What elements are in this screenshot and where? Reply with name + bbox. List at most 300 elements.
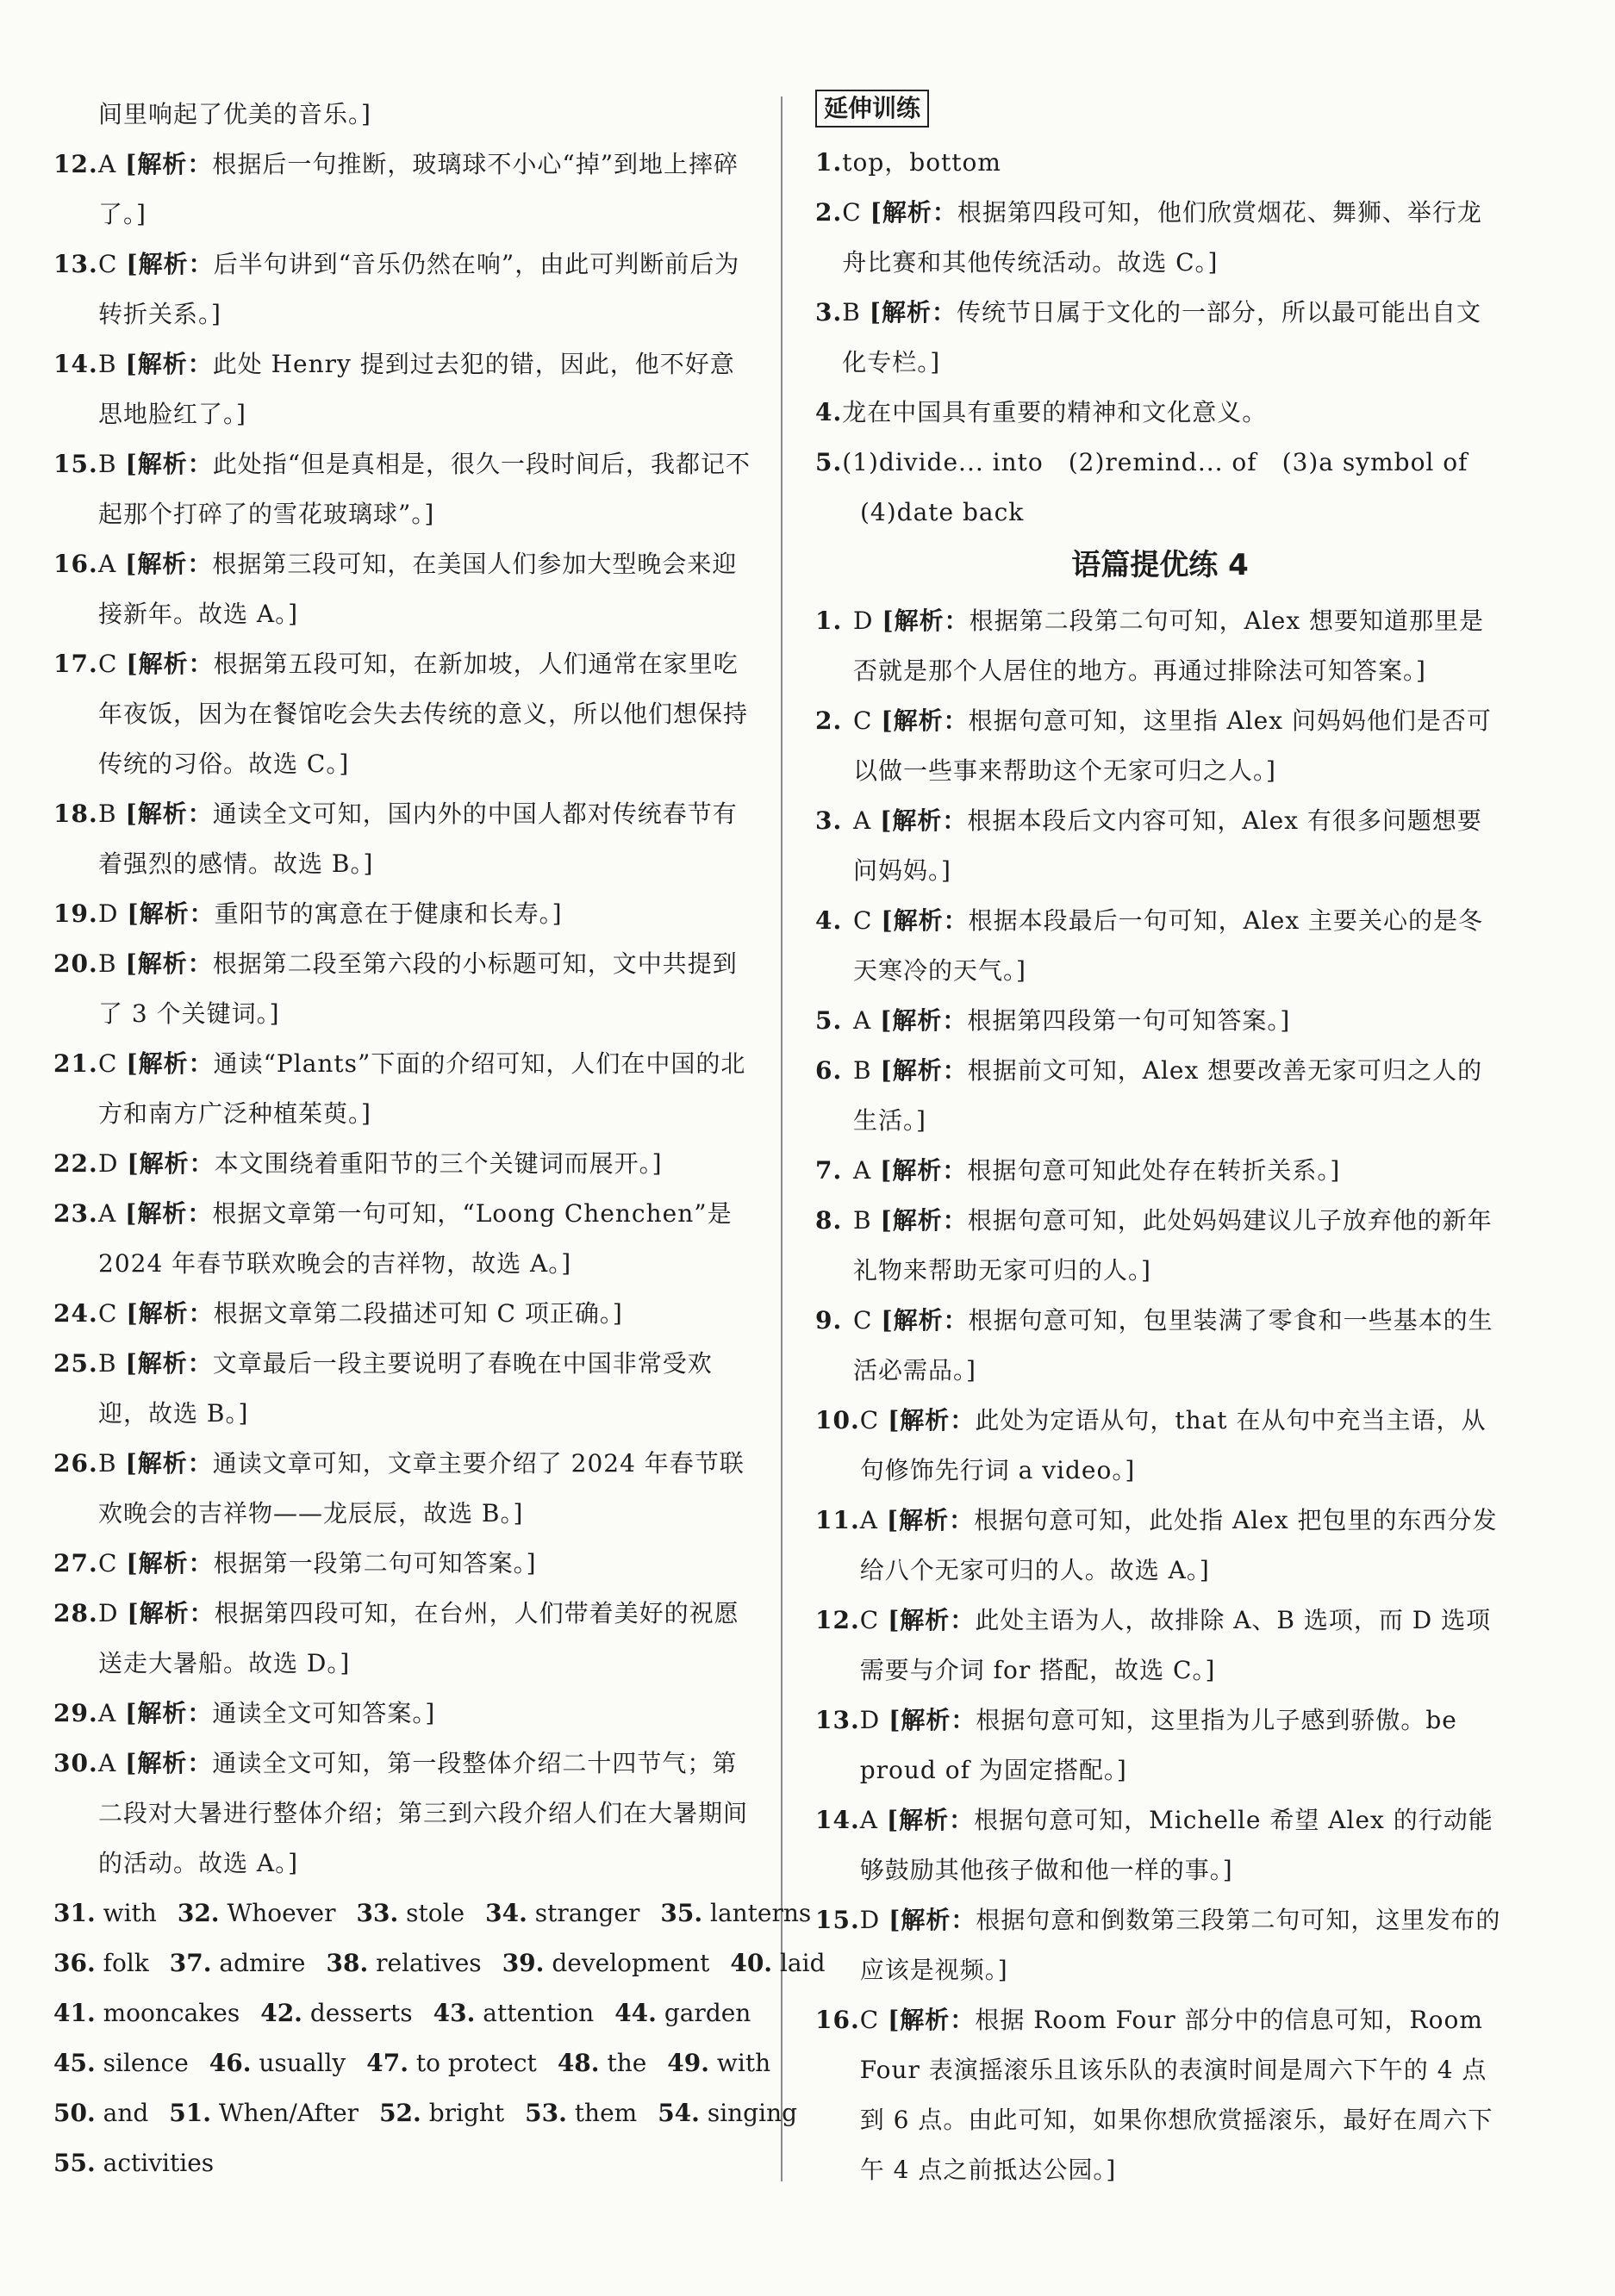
spacer [302,1999,310,2027]
spacer [116,150,125,178]
answer-item [53,1739,758,1888]
analysis-text: 此处主语为人，故排除 A、B 选项，而 D 选项需要与介词 for 搭配，故选 C。] [859,1606,1492,1684]
answer-item [53,140,758,240]
fill-answer [730,1938,825,1988]
item-answer-letter: B [98,350,117,378]
spacer [96,1949,103,1977]
spacer [116,1699,125,1727]
spacer [117,800,126,828]
analysis-tag: [解析： [870,198,957,227]
analysis-text: 根据第三段可知，在美国人们参加大型晚会来迎接新年。故选 A。] [98,550,738,628]
item-answer-letter: A [859,1806,878,1834]
spacer [117,949,126,978]
item-answer-letter: B [853,1206,872,1235]
answer-item [815,1895,1505,1995]
item-text [98,1689,758,1739]
spacer [871,1006,880,1035]
item-text [860,1696,1505,1795]
item-answer-letter: A [853,1156,872,1185]
item-number: 26. [53,1449,98,1478]
analysis-text: 根据第二段至第六段的小标题可知，文中共提到了 3 个关键词。] [98,949,738,1028]
analysis-tag: [解析： [881,706,969,735]
analysis-tag: [解析： [125,1349,213,1378]
analysis-tag: [解析： [888,2006,976,2034]
item-answer-letter: B [853,1056,872,1085]
answer-item [815,596,1505,696]
fill-answer [53,1888,157,1938]
fill-answer-row [53,2088,798,2138]
item-answer-letter: C [98,650,118,678]
spacer [116,550,125,578]
fill-word: garden [664,1999,751,2027]
fill-answer [326,1938,481,1988]
answer-list-right [815,596,1505,2195]
fill-answer [658,2088,797,2138]
fill-answer [366,2038,537,2088]
analysis-text: 根据句意可知，Michelle 希望 Alex 的行动能够鼓励其他孩子做和他一样的事。] [859,1806,1493,1884]
analysis-text: 根据句意可知此处存在转折关系。] [967,1156,1341,1185]
item-number: 19. [53,899,98,928]
spacer [873,607,882,635]
item-number: 27. [53,1549,98,1577]
spacer [880,1906,889,1934]
answer-item [815,1596,1505,1696]
fill-word: them [574,2099,638,2127]
spacer [96,1899,103,1927]
analysis-tag: [解析： [126,250,214,278]
spacer [700,2099,708,2127]
item-text [853,1196,1505,1296]
fill-word: laid [779,1949,826,1977]
item-answer-letter: C [859,1406,880,1434]
answer-item [53,1139,758,1189]
analysis-tag: [解析： [125,1199,213,1228]
spacer [872,1306,881,1335]
answer-item [815,288,1505,388]
analysis-tag: [解析： [125,450,213,478]
section-title: 语篇提优练 4 [1071,548,1249,582]
answer-item [53,1339,758,1439]
item-text [98,140,758,240]
analysis-text: 传统节日属于文化的一部分，所以最可能出自文化专栏。] [842,298,1481,376]
item-answer-plain: (1)divide... into (2)remind... of (3)a symbol of [842,448,1468,476]
fill-number: 53. [525,2099,567,2127]
item-number: 16. [53,550,98,578]
fill-number: 44. [614,1999,657,2027]
item-answer-letter: A [853,1006,872,1035]
spacer [117,1549,126,1577]
item-number: 5. [815,1006,843,1035]
item-number: 14. [815,1806,860,1834]
item-text [853,696,1505,796]
item-number: 8. [815,1206,843,1235]
answer-item [815,1146,1505,1196]
answer-item [815,388,1505,438]
item-text [842,388,1505,438]
fill-answer [53,2088,148,2138]
fill-number: 39. [502,1949,545,1977]
analysis-text: 通读全文可知，国内外的中国人都对传统春节有着强烈的感情。故选 B。] [98,800,738,878]
answer-item [53,939,758,1039]
item-number: 5. [815,448,843,476]
analysis-tag: [解析： [125,150,213,178]
fill-answer-row [53,1888,812,1938]
fill-answer [260,1988,412,2038]
answer-item [53,889,758,939]
item-text [853,996,1505,1046]
fill-number: 49. [667,2049,710,2077]
analysis-tag: [解析： [127,1599,215,1627]
answer-item [815,1496,1505,1596]
analysis-text: 通读全文可知，第一段整体介绍二十四节气；第二段对大暑进行整体介绍；第三到六段介绍人们在大暑期间的活动。故选 A。] [98,1749,749,1877]
item-number: 18. [53,800,98,828]
item-text [98,1039,758,1139]
analysis-text: 本文围绕着重阳节的三个关键词而展开。] [214,1149,663,1178]
spacer [709,2049,717,2077]
spacer [96,1999,103,2027]
item-number: 15. [53,450,98,478]
spacer [861,298,870,327]
fill-answer [53,2138,214,2188]
item-number: 3. [815,806,843,835]
fill-number: 38. [326,1949,369,1977]
fill-word: bright [428,2099,505,2127]
fill-number: 42. [260,1999,302,2027]
spacer [862,198,870,227]
item-number: 17. [53,650,98,678]
left-column [53,90,826,2188]
analysis-text: 此处为定语从句，that 在从句中充当主语，从句修饰先行词 a video。] [859,1406,1487,1484]
right-column [815,90,1505,2195]
fill-word: lanterns [710,1899,812,1927]
answer-item [53,789,758,889]
fill-answer [379,2088,504,2138]
answer-item [815,996,1505,1046]
item-text [98,1339,758,1439]
analysis-text: 根据前文可知，Alex 想要改善无家可归之人的生活。] [853,1056,1483,1135]
item-answer-letter: D [98,1149,119,1178]
analysis-tag: [解析： [888,1606,976,1634]
item-number: 30. [53,1749,98,1777]
item-answer-letter: B [98,1349,117,1378]
answer-item [53,1689,758,1739]
item-text [860,1496,1505,1596]
analysis-tag: [解析： [125,1699,213,1727]
analysis-tag: [解析： [125,350,213,378]
analysis-text: 后半句讲到“音乐仍然在响”，由此可判断前后为转折关系。] [98,250,740,328]
spacer [772,1949,780,1977]
answer-item [53,240,758,339]
item-answer-letter: A [98,1749,117,1777]
analysis-text: 根据第一段第二句可知答案。] [213,1549,537,1577]
item-answer-letter: C [853,706,873,735]
analysis-text: 根据文章第二段描述可知 C 项正确。] [213,1299,623,1328]
item-answer-letter: A [859,1506,878,1534]
analysis-tag: [解析： [889,1706,976,1734]
item-answer-letter: C [98,250,118,278]
item-number: 2. [815,198,843,227]
analysis-text: 通读文章可知，文章主要介绍了 2024 年春节联欢晚会的吉祥物——龙辰辰，故选 B。] [98,1449,745,1528]
analysis-text: 根据后一句推断，玻璃球不小心“掉”到地上摔碎了。] [98,150,739,228]
item-text [860,1396,1505,1496]
fill-word: silence [103,2049,189,2077]
fill-answer [356,1888,465,1938]
fill-answer [614,1988,751,2038]
fill-number: 55. [53,2149,96,2177]
spacer [118,1599,127,1627]
answer-item [815,138,1505,188]
item-answer-letter: C [98,1049,118,1078]
item-text [98,339,758,439]
spacer [544,1949,552,1977]
fill-word: attention [483,1999,595,2027]
intro-line: 间里响起了优美的音乐。] [98,100,371,128]
fill-word: When/After [218,2099,359,2127]
fill-answer [53,2038,189,2088]
spacer [408,2049,416,2077]
answer-item [815,1296,1505,1396]
fill-number: 36. [53,1949,96,1977]
analysis-text: 根据第四段可知，在台州，人们带着美好的祝愿送走大暑船。故选 D。] [98,1599,739,1677]
fill-number: 31. [53,1899,96,1927]
spacer [527,1899,535,1927]
item-answer-letter: C [853,1306,873,1335]
item-number: 4. [815,398,843,426]
fill-word: and [103,2099,149,2127]
spacer [118,899,127,928]
answer-item [815,188,1505,288]
item-number: 9. [815,1306,843,1335]
item-text [853,1296,1505,1396]
fill-answer [169,2088,359,2138]
answer-item [53,439,758,539]
item-answer-letter: B [98,949,117,978]
analysis-text: 根据 Room Four 部分中的信息可知，Room Four 表演摇滚乐且该乐队的表演时间是周六下午的 4 点到 6 点。由此可知，如果你想欣赏摇滚乐，最好在周六下午 4 点之前抵达公园。] [859,2006,1493,2184]
item-answer-letter: A [98,1199,117,1228]
spacer [872,1206,881,1235]
item-number: 24. [53,1299,98,1328]
fill-number: 54. [658,2099,700,2127]
fill-answer [178,1888,336,1938]
item-number: 6. [815,1056,843,1085]
spacer [878,1806,887,1834]
answer-item [815,796,1505,896]
fill-word: Whoever [227,1899,336,1927]
answer-item [815,438,1505,488]
analysis-tag: [解析： [886,1806,975,1834]
fill-word: development [552,1949,710,1977]
item-text [842,188,1505,288]
fill-word: admire [219,1949,306,1977]
analysis-text: 根据句意可知，此处指 Alex 把包里的东西分发给八个无家可归的人。故选 A。] [859,1506,1498,1584]
spacer [211,2099,219,2127]
fill-number: 41. [53,1999,96,2027]
item-number: 23. [53,1199,98,1228]
spacer [96,2099,103,2127]
fill-word: activities [103,2149,215,2177]
item-text [853,796,1505,896]
fill-number: 35. [660,1899,703,1927]
item-number: 10. [815,1406,860,1434]
analysis-text: 根据本段最后一句可知，Alex 主要关心的是冬天寒冷的天气。] [853,906,1484,985]
spacer [117,250,126,278]
fill-answer [433,1988,595,2038]
analysis-text: 通读“Plants”下面的介绍可知，人们在中国的北方和南方广泛种植茱萸。] [98,1049,746,1128]
answer-item [815,696,1505,796]
spacer [117,1299,126,1328]
item-answer-letter: C [853,906,873,935]
analysis-text: 根据文章第一句可知，“Loong Chenchen”是 2024 年春节联欢晚会的吉祥物，故选 A。] [98,1199,733,1278]
item-number: 13. [815,1706,860,1734]
spacer [96,2149,103,2177]
item-number: 29. [53,1699,98,1727]
analysis-tag: [解析： [125,1749,213,1777]
fill-number: 50. [53,2099,96,2127]
item-answer-letter: D [859,1906,881,1934]
answer-item [53,1189,758,1289]
fill-number: 37. [169,1949,212,1977]
analysis-text: 通读全文可知答案。] [212,1699,436,1727]
spacer [116,1199,125,1228]
analysis-tag: [解析： [125,1449,213,1478]
item-number: 16. [815,2006,860,2034]
spacer [880,1706,889,1734]
analysis-tag: [解析： [880,1156,968,1185]
item-answer-letter: B [842,298,861,327]
item-number: 11. [815,1506,860,1534]
analysis-tag: [解析： [125,550,213,578]
fill-number: 46. [209,2049,252,2077]
fill-number: 52. [379,2099,421,2127]
answer-item [815,896,1505,996]
item-text [860,1795,1505,1895]
spacer [879,1606,888,1634]
spacer [398,1899,406,1927]
fill-number: 51. [169,2099,211,2127]
spacer [657,1999,664,2027]
answer-item [815,1396,1505,1496]
fill-answer [502,1938,710,1988]
answer-item [815,1696,1505,1795]
analysis-tag: [解析： [881,906,969,935]
analysis-text: 根据本段后文内容可知，Alex 有很多问题想要问妈妈。] [853,806,1482,885]
item-text [853,1046,1505,1146]
analysis-text: 根据第五段可知，在新加坡，人们通常在家里吃年夜饭，因为在餐馆吃会失去传统的意义，所以他们想保持传统的习俗。故选 C。] [98,650,749,778]
item-text [842,288,1505,388]
fill-answer-row [53,1988,758,2038]
item-number: 15. [815,1906,860,1934]
analysis-tag: [解析： [126,1299,214,1328]
analysis-tag: [解析： [126,1049,214,1078]
analysis-tag: [解析： [125,949,213,978]
fill-word: stranger [534,1899,640,1927]
analysis-text: 文章最后一段主要说明了春晚在中国非常受欢迎，故选 B。] [98,1349,713,1428]
analysis-tag: [解析： [880,1006,968,1035]
item-number: 1. [815,148,843,177]
item-answer-letter: C [859,2006,880,2034]
item-answer-letter: A [98,1699,117,1727]
item-text [853,1146,1505,1196]
item-text [853,596,1505,696]
spacer [117,1349,126,1378]
spacer [567,2099,575,2127]
item-text [98,240,758,339]
fill-word: to protect [415,2049,537,2077]
item-number: 4. [815,906,843,935]
item-number: 2. [815,706,843,735]
analysis-text: 根据句意和倒数第三段第二句可知，这里发布的应该是视频。] [859,1906,1501,1984]
spacer [117,650,126,678]
analysis-text: 重阳节的寓意在于健康和长寿。] [214,899,563,928]
item-answer-plain: 龙在中国具有重要的精神和文化意义。 [842,398,1268,426]
column-divider [781,96,783,2181]
fill-word: desserts [309,1999,413,2027]
fill-number: 32. [177,1899,220,1927]
spacer [116,1749,125,1777]
fill-word: relatives [376,1949,482,1977]
analysis-tag: [解析： [126,1549,214,1577]
item-text [98,1439,758,1539]
item-text [860,1995,1505,2195]
fill-answer-row [53,1938,826,1988]
spacer [871,806,880,835]
item-number: 22. [53,1149,98,1178]
analysis-text: 根据句意可知，这里指为儿子感到骄傲。be proud of 为固定搭配。] [859,1706,1457,1784]
item-number: 7. [815,1156,843,1185]
item-text [842,438,1505,488]
item-text [98,1539,758,1589]
fill-word: the [607,2049,647,2077]
spacer [117,1449,126,1478]
item-answer-letter: C [98,1299,118,1328]
fill-answer [485,1888,639,1938]
item-text [860,1895,1505,1995]
item-answer-letter: A [98,550,117,578]
analysis-tag: [解析： [880,1056,968,1085]
fill-number: 45. [53,2049,96,2077]
item-text [98,1189,758,1289]
item-answer-letter: C [842,198,862,227]
spacer [871,1156,880,1185]
analysis-tag: [解析： [125,800,213,828]
item-number: 12. [53,150,98,178]
item-answer-letter: D [98,899,119,928]
fill-answer-row [53,2038,771,2088]
analysis-text: 根据第二段第二句可知，Alex 想要知道那里是否就是那个人居住的地方。再通过排除法可知答案。] [853,607,1485,685]
item-text [98,1739,758,1888]
item-text [98,1139,758,1189]
item-number: 12. [815,1606,860,1634]
fill-answer [558,2038,646,2088]
spacer [117,1049,126,1078]
answer-item [53,1589,758,1689]
fill-answer-row [53,2138,758,2188]
analysis-tag: [解析： [882,607,970,635]
analysis-tag: [解析： [881,1306,969,1335]
analysis-tag: [解析： [869,298,957,327]
spacer [879,2006,888,2034]
answer-item [53,1439,758,1539]
item-text [98,1289,758,1339]
spacer [421,2099,429,2127]
analysis-tag: [解析： [886,1506,975,1534]
extension-item-5-line2: (4)date back [860,498,1025,526]
fill-word: folk [103,1949,149,1977]
fill-word: singing [707,2099,798,2127]
spacer [879,1406,888,1434]
item-number: 1. [815,607,843,635]
fill-number: 33. [356,1899,399,1927]
